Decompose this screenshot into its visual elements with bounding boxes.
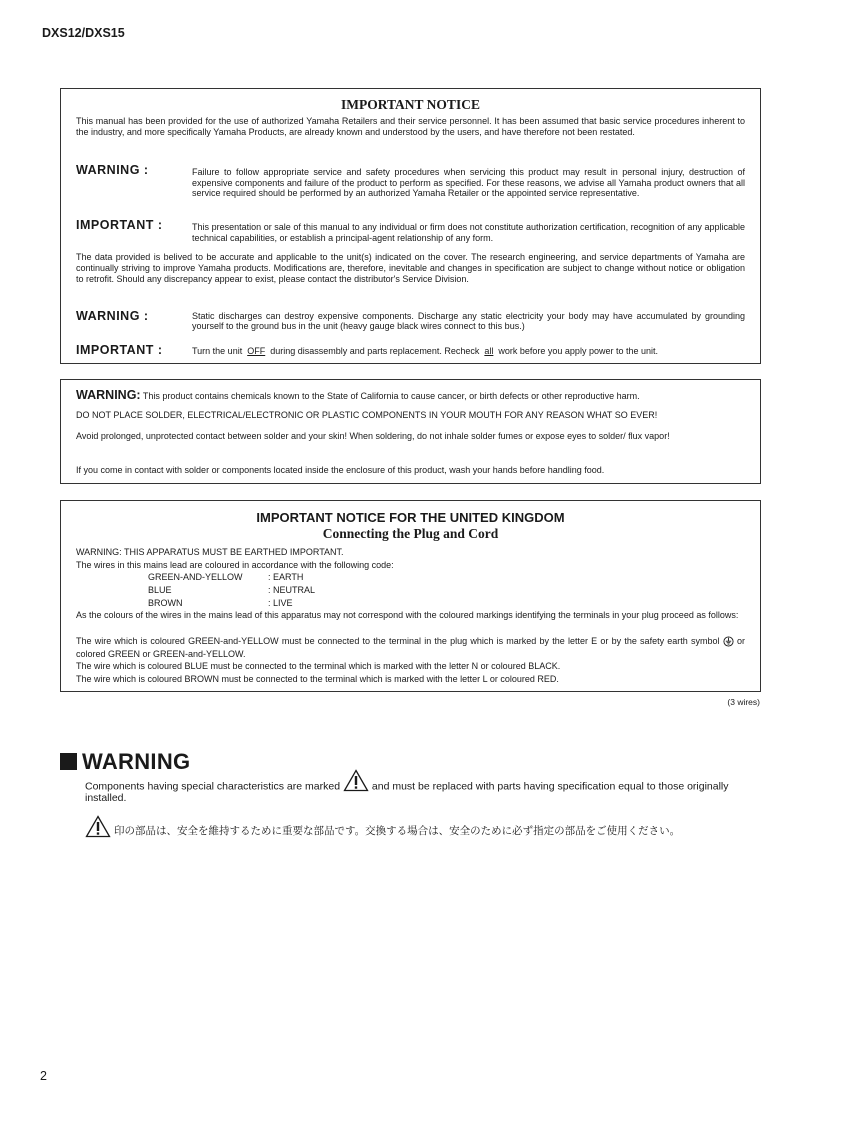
wire-row-earth (148, 571, 303, 584)
chemical-warning-box (60, 379, 761, 484)
japanese-warning-text: 印の部品は、安全を維持するために重要な部品です。交換する場合は、安全のために必ず指定の部品をご使用ください。 (114, 825, 681, 837)
uk-para2b: or colored GREEN or GREEN-and-YELLOW. (76, 636, 745, 659)
warning2-label: WARNING : (76, 309, 149, 323)
wire-color: BROWN (148, 598, 183, 608)
chem-line1-text: This product contains chemicals known to the State of California to cause cancer, or birth defects or other reproductive harm. (142, 391, 640, 401)
uk-para2a: The wire which is coloured GREEN-and-YELLOW must be connected to the terminal in the plug which is marked by the letter E or by the safety earth symbol (76, 636, 720, 646)
wire-row-live (148, 597, 293, 610)
wire-row-neutral (148, 584, 315, 597)
page-number: 2 (40, 1069, 47, 1083)
notice-intro: This manual has been provided for the use of authorized Yamaha Retailers and their service personnel. It has been assumed that basic service procedures inherent to the industry, and more specifically Yamaha Products, are already known and understood by the users, and have therefore not been restated. (76, 116, 745, 137)
model-header: DXS12/DXS15 (42, 26, 125, 40)
chem-line3: Avoid prolonged, unprotected contact between solder and your skin! When soldering, do not inhale solder fumes or expose eyes to solder/ flux vapor! (76, 431, 670, 441)
uk-line1: WARNING: THIS APPARATUS MUST BE EARTHED IMPORTANT. (76, 547, 344, 557)
chem-line4: If you come in contact with solder or components located inside the enclosure of this product, wash your hands before handling food. (76, 465, 605, 475)
warning1-text: Failure to follow appropriate service and safety procedures when servicing this product may result in personal injury, destruction of expensive components and failure of the product to perform as specified. For these reasons, we advise all Yamaha product owners that all service required should be performed by an authorized Yamaha Retailer or the appointed service representative. (192, 167, 745, 198)
caution-triangle-icon (343, 769, 369, 792)
important2-pre: Turn the unit (192, 346, 243, 356)
earth-symbol-icon (723, 636, 734, 647)
three-wires-note: (3 wires) (727, 697, 760, 707)
data-text: The data provided is belived to be accurate and applicable to the unit(s) indicated on the cover. The research engineering, and service departments of Yamaha are continually striving to improve Yamaha products. Modifications are, therefore, inevitable and changes in specification are subject to change without notice or obligation to retrofit. Should any discrepancy appear to exist, please contact the distributor's Service Division. (76, 252, 745, 284)
important-notice-box (60, 88, 761, 364)
warning-text-pre: Components having special characteristics are marked (85, 780, 341, 793)
uk-title: IMPORTANT NOTICE FOR THE UNITED KINGDOM (256, 510, 565, 525)
important2-off: OFF (247, 346, 266, 356)
wire-name: : EARTH (268, 572, 304, 582)
uk-para3: The wire which is coloured BLUE must be connected to the terminal which is marked with the letter N or coloured BLACK. (76, 661, 561, 671)
uk-para4: The wire which is coloured BROWN must be connected to the terminal which is marked with the letter L or coloured RED. (76, 674, 559, 684)
wire-color: BLUE (148, 585, 172, 595)
important2-text (192, 346, 745, 357)
warning-text-post: and must be replaced with parts having specification equal to those originally installed. (85, 780, 729, 804)
important1-text: This presentation or sale of this manual to any individual or firm does not constitute authorization certification, recognition of any applicable technical capabilities, or establish a principal-agent relationship of any form. (192, 222, 745, 243)
warning-heading: WARNING (82, 749, 191, 774)
important1-label: IMPORTANT : (76, 218, 163, 232)
warning2-text: Static discharges can destroy expensive components. Discharge any static electricity your body may have accumulated by grounding yourself to the ground bus in the unit (heavy gauge black wires connect to this bus.) (192, 311, 745, 331)
uk-subtitle: Connecting the Plug and Cord (322, 526, 499, 541)
warning-square-icon (60, 753, 77, 770)
notice-title: IMPORTANT NOTICE (341, 97, 480, 112)
important2-mid: during disassembly and parts replacement. Recheck (270, 346, 480, 356)
warning-text (85, 781, 765, 804)
wire-color: GREEN-AND-YELLOW (148, 572, 243, 582)
wire-name: : NEUTRAL (268, 585, 316, 595)
chem-line2: DO NOT PLACE SOLDER, ELECTRICAL/ELECTRONIC OR PLASTIC COMPONENTS IN YOUR MOUTH FOR ANY REASON WHAT SO EVER! (76, 410, 658, 420)
uk-para2 (76, 635, 745, 660)
chem-label: WARNING: (76, 388, 141, 402)
caution-triangle-icon (85, 815, 111, 838)
important2-label: IMPORTANT : (76, 343, 163, 357)
uk-notice-box (60, 500, 761, 692)
important2-post: work before you apply power to the unit. (498, 346, 658, 356)
warning1-label: WARNING : (76, 163, 149, 177)
important2-all: all (484, 346, 494, 356)
chem-line1 (76, 389, 745, 402)
uk-line2: The wires in this mains lead are coloured in accordance with the following code: (76, 560, 394, 570)
wire-name: : LIVE (268, 598, 293, 608)
uk-para1: As the colours of the wires in the mains lead of this apparatus may not correspond with the coloured markings identifying the terminals in your plug proceed as follows: (76, 610, 739, 620)
